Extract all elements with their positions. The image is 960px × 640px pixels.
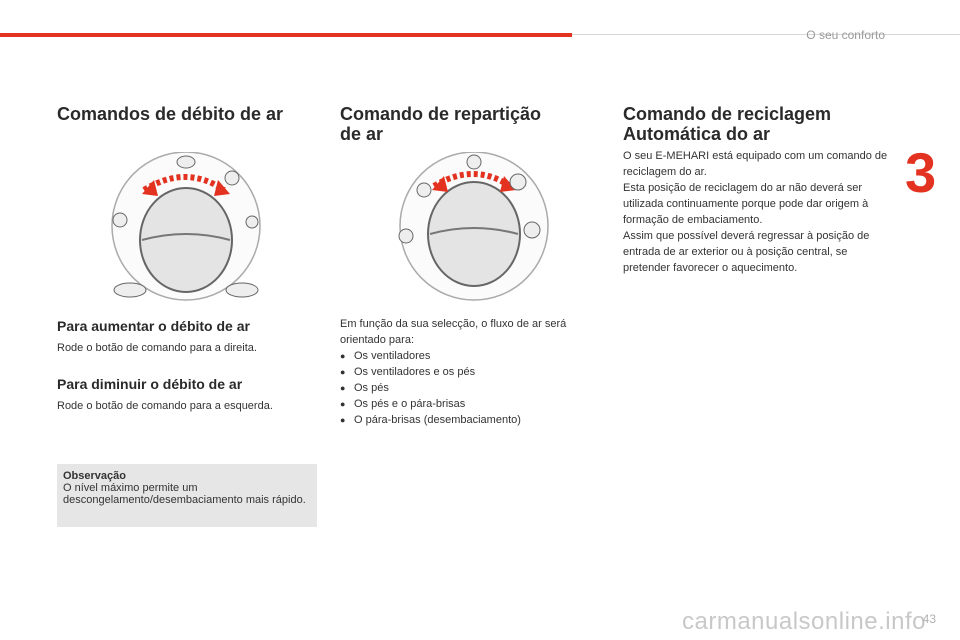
- distribution-heading-line1: Comando de repartição: [340, 104, 542, 124]
- recirculation-heading-line1: Comando de reciclagem: [623, 104, 832, 124]
- airflow-heading: Comandos de débito de ar: [57, 104, 284, 124]
- distribution-item: ● Os pés: [340, 380, 600, 396]
- distribution-heading-line2: de ar: [340, 124, 384, 144]
- note-title: Observação: [63, 470, 126, 482]
- distribution-knob-illustration: [394, 152, 554, 302]
- recirculation-text: [623, 148, 889, 276]
- watermark: carmanualsonline.info: [682, 608, 926, 635]
- airflow-knob-illustration: [106, 152, 266, 302]
- recirculation-paragraph: Assim que possível deverá regressar à posição de entrada de ar exterior ou à posição central, se pretender favorecer o aquecimento.: [623, 230, 870, 274]
- distribution-item: ● O pára-brisas (desembaciamento): [340, 412, 600, 428]
- section-title: O seu conforto: [806, 28, 885, 42]
- note-text: O nível máximo permite um descongelamento/desembaciamento mais rápido.: [63, 482, 306, 506]
- distribution-list: [340, 348, 600, 428]
- recirculation-heading: [623, 104, 831, 144]
- distribution-item: ● Os pés e o pára-brisas: [340, 396, 600, 412]
- recirculation-heading-line2: Automática do ar: [623, 124, 771, 144]
- recirculation-paragraph: O seu E-MEHARI está equipado com um comando de reciclagem do ar.: [623, 150, 888, 178]
- header-accent-bar: [0, 33, 572, 37]
- distribution-item: ● Os ventiladores: [340, 348, 600, 364]
- distribution-heading: [340, 104, 541, 144]
- header-rule: [572, 34, 960, 35]
- chapter-number: 3: [905, 141, 937, 204]
- distribution-intro: Em função da sua selecção, o fluxo de ar será orientado para:: [340, 318, 567, 346]
- increase-text: Rode o botão de comando para a direita.: [57, 342, 257, 354]
- recirculation-paragraph: Esta posição de reciclagem do ar não deverá ser utilizada continuamente porque pode dar origem à formação de embaciamento.: [623, 182, 869, 226]
- note-box: [57, 464, 317, 527]
- decrease-text: Rode o botão de comando para a esquerda.: [57, 400, 273, 412]
- page-number: 43: [922, 612, 936, 626]
- increase-heading: Para aumentar o débito de ar: [57, 318, 250, 334]
- decrease-heading: Para diminuir o débito de ar: [57, 376, 243, 392]
- distribution-item: ● Os ventiladores e os pés: [340, 364, 600, 380]
